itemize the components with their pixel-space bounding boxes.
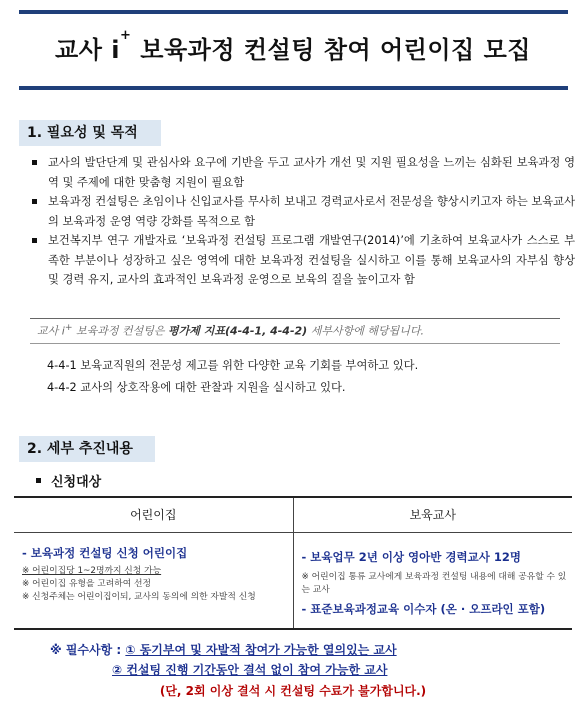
teacher-criteria-cell	[294, 533, 573, 628]
requirement-line-1: ※ 필수사항 : ① 동기부여 및 자발적 참여가 가능한 열의있는 교사	[50, 643, 397, 657]
daycare-main-criterion: - 보육과정 컨설팅 신청 어린이집	[22, 546, 188, 560]
daycare-criteria-cell	[14, 533, 294, 628]
list-item: 보육과정 컨설팅은 초임이나 신입교사를 무사히 보내고 경력교사로서 전문성을 향상시키고자 하는 보육교사의 보육과정 운영 역량 강화를 목적으로 함	[30, 192, 575, 231]
daycare-note: ※ 어린이집 유형을 고려하여 선정	[22, 579, 152, 589]
requirement-line-2: ② 컨설팅 진행 기간동안 결석 없이 참여 가능한 교사	[112, 663, 388, 677]
bullet-square-icon	[32, 199, 37, 204]
eligibility-table	[14, 496, 572, 630]
teacher-main-criterion: - 보육업무 2년 이상 영아반 경력교사 12명	[301, 550, 521, 564]
daycare-note: ※ 신청주체는 어린이집이되, 교사의 동의에 의한 자발적 신청	[22, 592, 256, 602]
daycare-note: ※ 어린이집당 1~2명까지 신청 가능	[22, 566, 162, 576]
section-heading-details: 2. 세부 추진내용	[19, 436, 155, 462]
evaluation-note: 교사 i+ 보육과정 컨설팅은 평가제 지표(4-4-1, 4-4-2) 세부사항에 해당됩니다.	[37, 322, 424, 338]
purpose-bullet-list	[30, 153, 575, 290]
column-header-teacher: 보육교사	[409, 508, 456, 522]
column-header-daycare: 어린이집	[14, 498, 294, 532]
absence-warning: (단, 2회 이상 결석 시 컨설팅 수료가 불가합니다.)	[159, 684, 427, 698]
list-item: 교사의 발단단계 및 관심사와 요구에 기반을 두고 교사가 개선 및 지원 필요성을 느끼는 심화된 보육과정 영역 및 주제에 대한 맞춤형 지원이 필요함	[30, 153, 575, 192]
divider	[30, 343, 560, 344]
bullet-square-icon	[32, 238, 37, 243]
bullet-square-icon	[36, 478, 41, 483]
table-row	[14, 533, 572, 630]
table-header-row	[14, 498, 572, 533]
top-rule	[19, 10, 568, 14]
bullet-square-icon	[32, 160, 37, 165]
title-bottom-rule	[19, 86, 568, 90]
list-item: 보건복지부 연구 개발자료 ‘보육과정 컨설팅 프로그램 개발연구(2014)’에 기초하여 보육교사가 스스로 부족한 부분이나 성장하고 싶은 영역에 대한 보육과정 컨설팅을 실시하고 이를 통해 보육교사의 자부심 향상 및 경력 유지, 교사의 효과적인 보육과정 운영으로 보육의 질을 높이고자 함	[30, 231, 575, 290]
indicator-4-4-1: 4-4-1 보육교직원의 전문성 제고를 위한 다양한 교육 기회를 부여하고 있다.	[47, 359, 419, 372]
target-heading: 신청대상	[36, 471, 101, 490]
teacher-training-criterion: - 표준보육과정교육 이수자 (온 · 오프라인 포함)	[301, 602, 546, 616]
teacher-note: ※ 어린이집 통류 교사에게 보육과정 컨설팅 내용에 대해 공유할 수 있는 교사	[301, 572, 567, 595]
section-heading-purpose: 1. 필요성 및 목적	[19, 120, 161, 146]
divider	[30, 318, 560, 319]
page-title: 교사 i+ 보육과정 컨설팅 참여 어린이집 모집	[55, 28, 531, 64]
indicator-4-4-2: 4-4-2 교사의 상호작용에 대한 관찰과 지원을 실시하고 있다.	[47, 381, 346, 394]
